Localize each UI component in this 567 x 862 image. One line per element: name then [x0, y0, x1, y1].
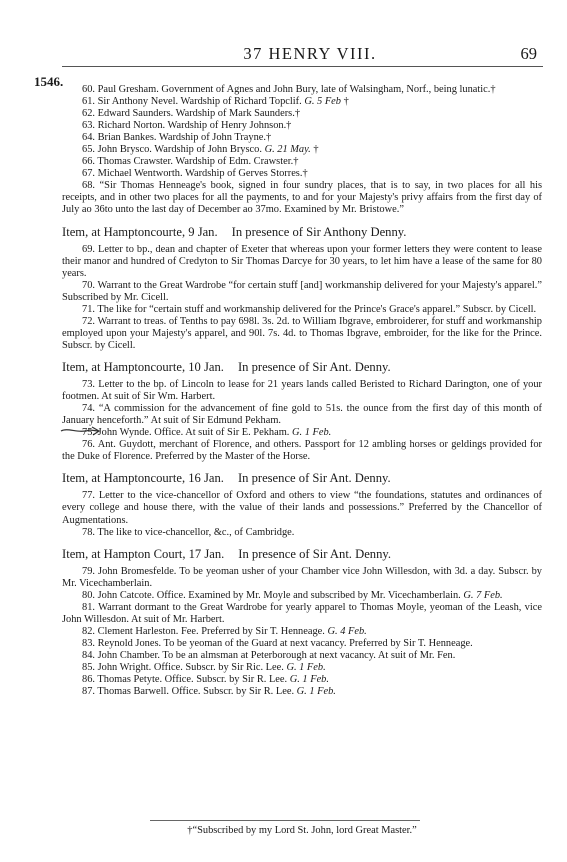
page-number: 69	[520, 44, 537, 63]
entry: 61. Sir Anthony Nevel. Wardship of Richard Topclif. G. 5 Feb †	[82, 96, 349, 108]
margin-year: 1546.	[34, 74, 64, 89]
section-heading: Item, at Hamptoncourte, 10 Jan. In presence of Sir Ant. Denny.	[62, 359, 391, 374]
entry: 66. Thomas Crawster. Wardship of Edm. Crawster.†	[82, 156, 299, 168]
entry: 68. “Sir Thomas Henneage's book, signed in four sundry places, that is to say, in two places for all his receipts, and in other two places for all the payments, to and for your Majesty's privy affairs from the first day of July ao 36to unto the last day of December ao 37mo. Examined by Mr. Bristowe.”	[62, 180, 542, 216]
entry: 67. Michael Wentworth. Wardship of Gerves Storres.†	[82, 168, 308, 180]
section-heading: Item, at Hampton Court, 17 Jan. In presence of Sir Ant. Denny.	[62, 546, 392, 561]
entry: 78. The like to vice-chancellor, &c., of Cambridge.	[82, 526, 295, 538]
header-rule	[62, 66, 543, 67]
entry: 75. John Wynde. Office. At suit of Sir E. Pekham. G. 1 Feb.	[82, 427, 332, 439]
entry: 79. John Bromesfelde. To be yeoman usher of your Chamber vice John Willesdon, with 3d. a day. Subscr. by Mr. Vicechamberlain.	[62, 565, 542, 589]
entry: 71. The like for “certain stuff and workmanship delivered for the Prince's Grace's apparel.” Subscr. by Cicell.	[82, 303, 537, 315]
entry: 77. Letter to the vice-chancellor of Oxford and others to view “the foundations, statutes and ordinances of every college and house there, with the value of their lands and possessions.” Preferred by the Chancellor of Augmentations.	[62, 490, 542, 526]
entry: 73. Letter to the bp. of Lincoln to lease for 21 years lands called Beristed to Richard Darington, one of your footmen. At suit of Sir Wm. Harbert.	[62, 379, 542, 403]
section-heading: Item, at Hamptoncourte, 16 Jan. In presence of Sir Ant. Denny.	[62, 471, 391, 486]
entry: 87. Thomas Barwell. Office. Subscr. by Sir R. Lee. G. 1 Feb.	[82, 686, 336, 698]
calendar-body	[62, 84, 542, 698]
entry: 63. Richard Norton. Wardship of Henry Johnson.†	[82, 120, 292, 132]
entry: 81. Warrant dormant to the Great Wardrobe for yearly apparel to Thomas Moyle, yeoman of the Leash, vice John Willesdon. At suit of Mr. Harbert.	[62, 601, 542, 625]
footnote: †“Subscribed by my Lord St. John, lord Great Master.”	[187, 825, 417, 836]
entry: 69. Letter to bp., dean and chapter of Exeter that whereas upon your former letters they were content to lease their manor and hundred of Credyton to Sir Thomas Darcye for 30 years, to let him have a lease of the same for 80 years.	[62, 243, 542, 279]
entries-top	[62, 84, 542, 217]
entry: 84. John Chamber. To be an almsman at Peterborough at next vacancy. At suit of Mr. Fen.	[82, 649, 456, 661]
running-head	[0, 44, 567, 64]
entry: 60. Paul Gresham. Government of Agnes and John Bury, late of Walsingham, Norf., being lunatic.†	[82, 84, 496, 95]
entry: 72. Warrant to treas. of Tenths to pay 698l. 3s. 2d. to William Ibgrave, embroiderer, for stuff and workmanship employed upon your Majesty's apparel, and 90l. 7s. 4d. to Thomas Ibgrave, embroider, for the like for the Prince. Subscr. by Cicell.	[62, 315, 542, 351]
section-heading: Item, at Hamptoncourte, 9 Jan. In presence of Sir Anthony Denny.	[62, 224, 407, 239]
entry: 70. Warrant to the Great Wardrobe “for certain stuff [and] workmanship delivered for your Majesty's apparel.” Subscribed by Mr. Cicell.	[62, 279, 542, 303]
entry: 74. “A commission for the advancement of fine gold to 51s. the ounce from the first day of this month of January henceforth.” At suit of Sir Edmund Pekham.	[62, 403, 542, 427]
entry: 62. Edward Saunders. Wardship of Mark Saunders.†	[82, 108, 301, 120]
running-title: 37 HENRY VIII.	[243, 44, 377, 63]
entry: 65. John Brysco. Wardship of John Brysco. G. 21 May. †	[82, 144, 319, 156]
entry: 64. Brian Bankes. Wardship of John Trayne.†	[82, 132, 272, 144]
entry: 83. Reynold Jones. To be yeoman of the Guard at next vacancy. Preferred by Sir T. Henneage.	[82, 637, 473, 649]
entry: 76. Ant. Guydott, merchant of Florence, and others. Passport for 12 ambling horses or geldings provided for the Duke of Florence. Preferred by the Master of the Horse.	[62, 439, 542, 463]
entry: 85. John Wright. Office. Subscr. by Sir Ric. Lee. G. 1 Feb.	[82, 662, 326, 674]
entry: 86. Thomas Petyte. Office. Subscr. by Sir R. Lee. G. 1 Feb.	[82, 674, 329, 686]
entry: 82. Clement Harleston. Fee. Preferred by Sir T. Henneage. G. 4 Feb.	[82, 625, 367, 637]
footnote-rule	[150, 820, 420, 821]
entry: 80. John Catcote. Office. Examined by Mr. Moyle and subscribed by Mr. Vicechamberlain. G. 7 Feb.	[82, 589, 503, 601]
